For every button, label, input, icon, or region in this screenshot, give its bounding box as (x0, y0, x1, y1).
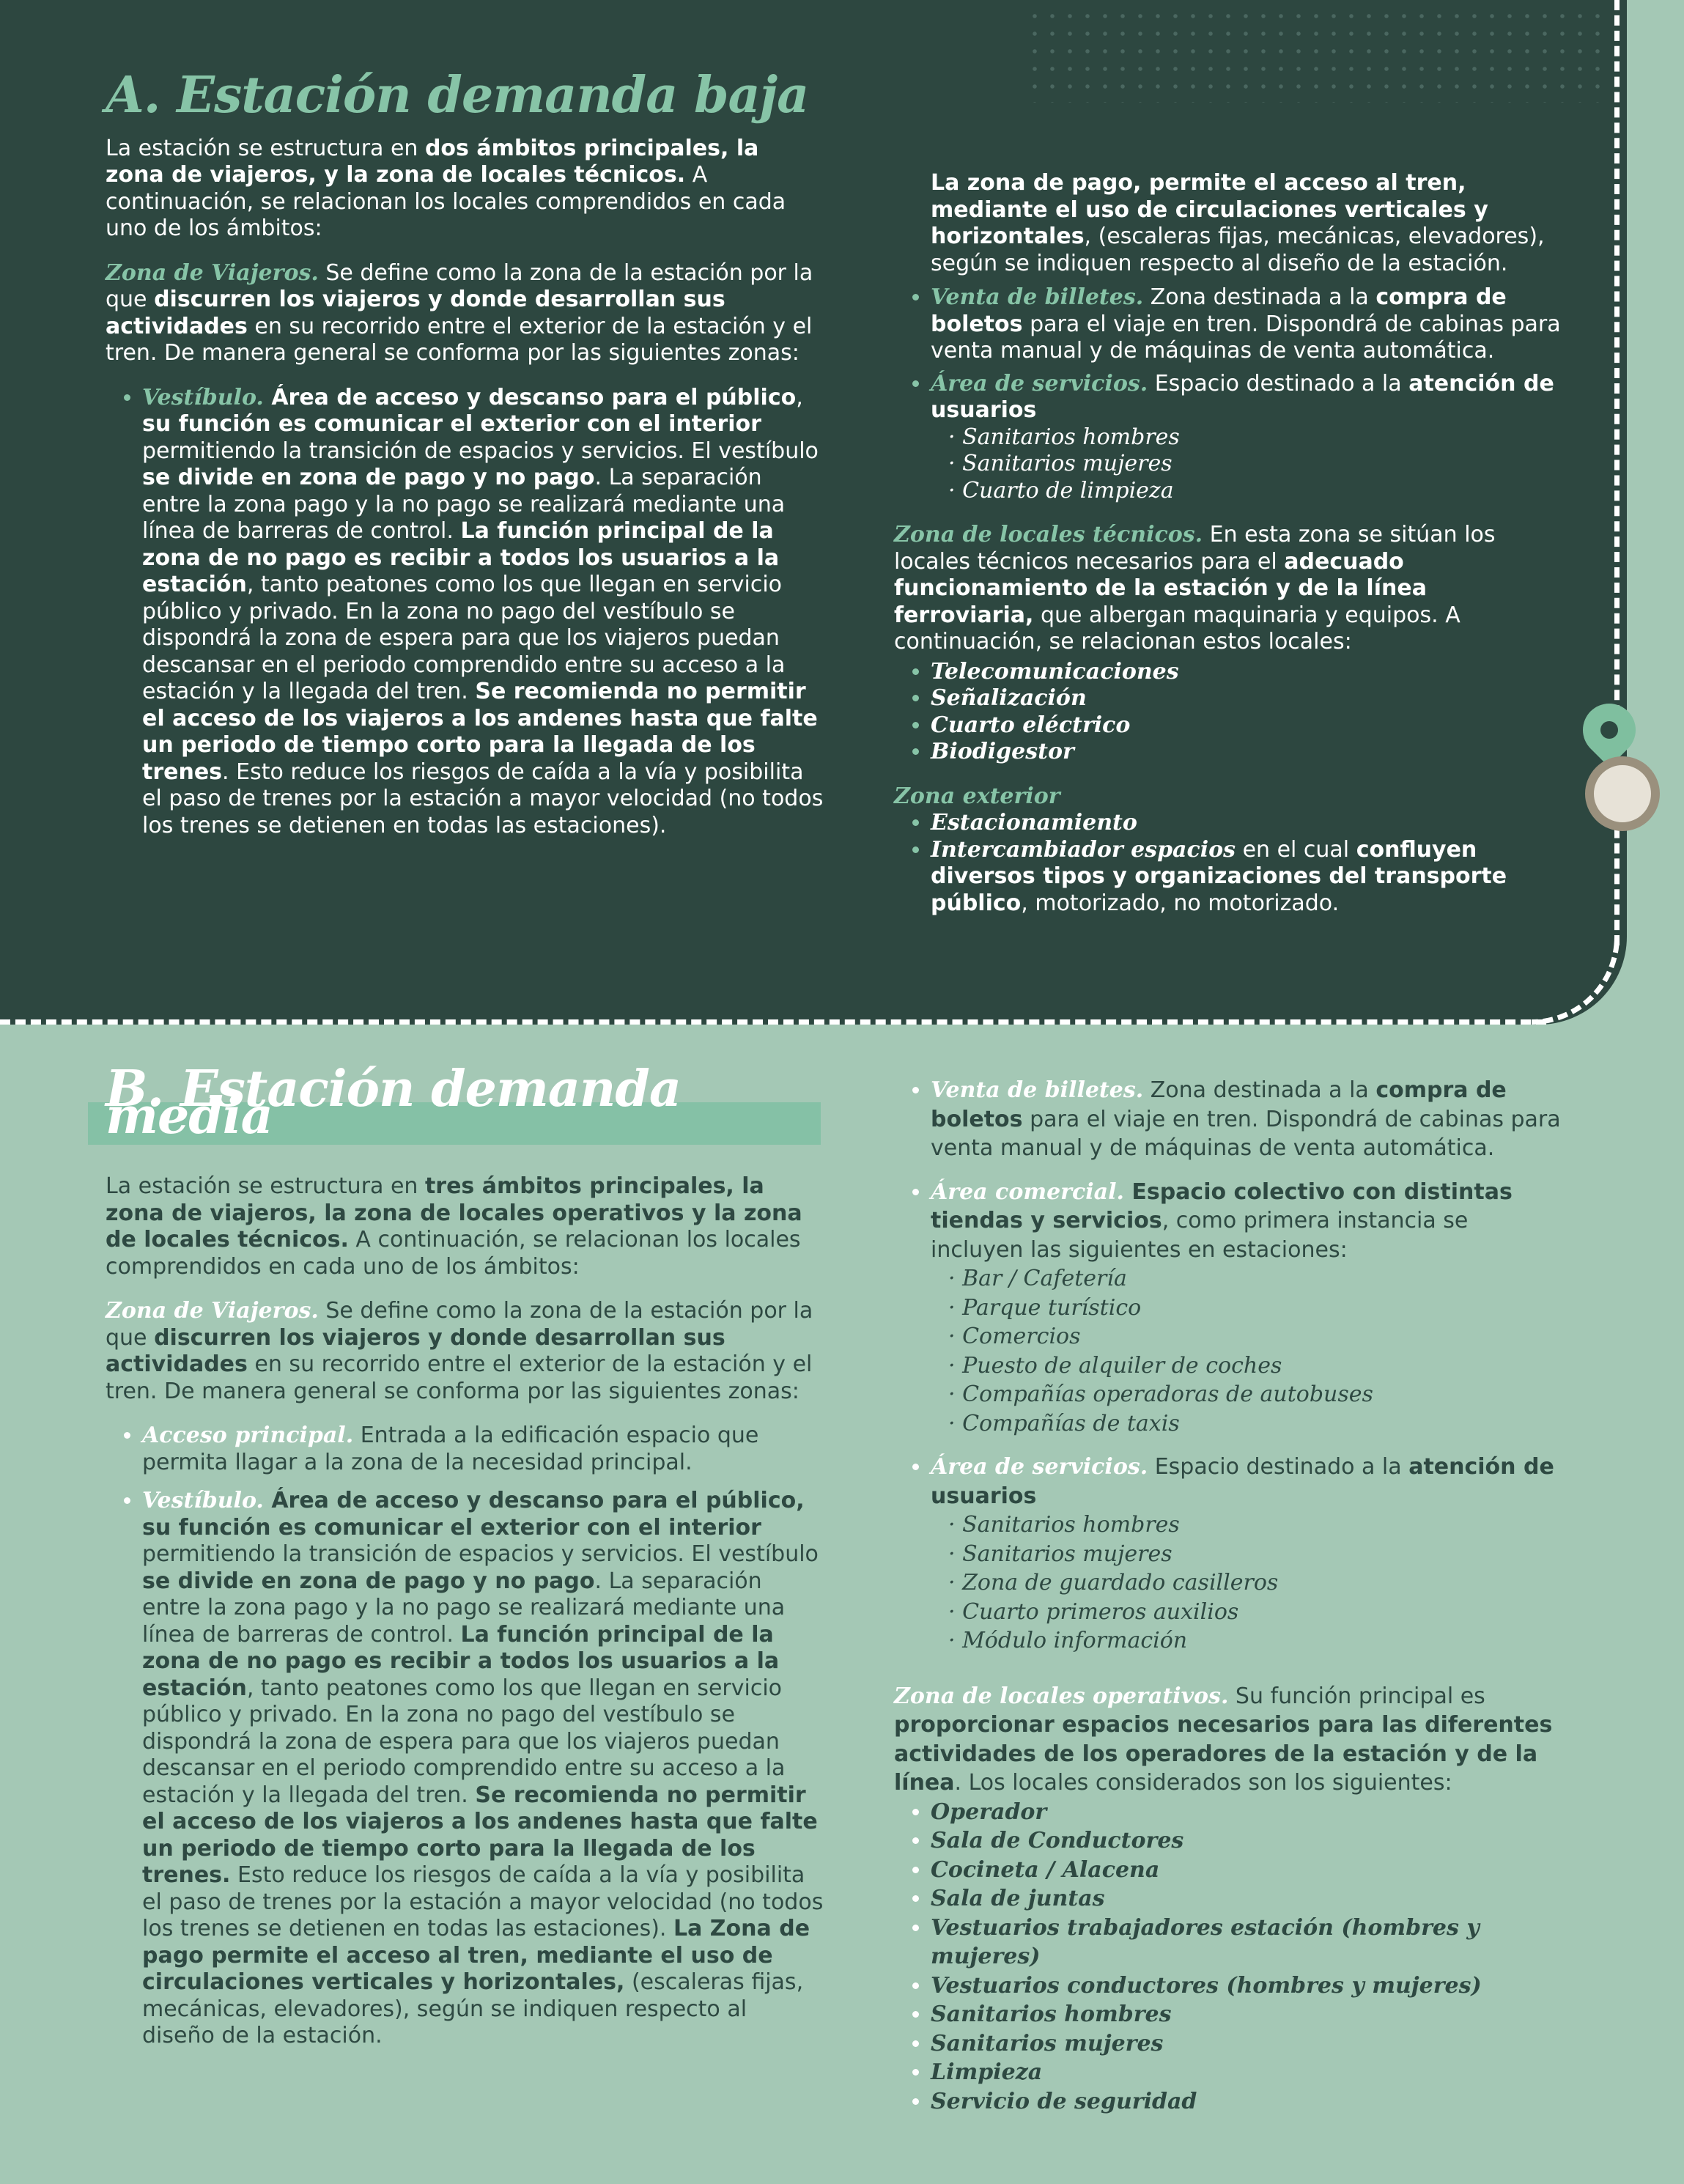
list-item: • Cocineta / Alacena (931, 1856, 1561, 1885)
list-item: • Sanitarios mujeres (931, 2029, 1561, 2059)
list-item: • Vestuarios trabajadores estación (hombres y mujeres) (931, 1914, 1561, 1971)
section-a-pago (894, 170, 1561, 277)
list-item: • Vestíbulo. Área de acceso y descanso para el público, su función es comunicar el exterior con el interior permitiendo la transición de espacios y servicios. El vestíbulo se divide en zona de pago y no pago. La separación entre la zona pago y la no pago se realizará mediante una línea de barreras de control. La función principal de la zona de no pago es recibir a todos los usuarios a la estación, tanto peatones como los que llegan en servicio público y privado. En la zona no pago del vestíbulo se dispondrá la zona de espera para que los viajeros puedan descansar en el periodo comprendido entre su acceso a la estación y la llegada del tren. Se recomienda no permitir el acceso de los viajeros a los andenes hasta que falte un periodo de tiempo corto para la llegada de los trenes. Esto reduce los riesgos de caída a la vía y posibilita el paso de trenes por la estación a mayor velocidad (no todos los trenes se detienen en todas las estaciones). La Zona de pago permite el acceso al tren, mediante el uso de circulaciones verticales y horizontales, (escaleras fijas, mecánicas, elevadores), según se indiquen respecto al diseño de la estación. (142, 1488, 824, 2050)
section-a-exterior-list (894, 810, 1561, 917)
section-a-zona-viajeros: Zona de Viajeros. Se define como la zona de la estación por la que discurren los viajeros y donde desarrollan sus actividades en su recorrido entre el exterior de la estación y el tren. De manera general se conforma por las siguientes zonas: (106, 259, 813, 366)
location-pin-base-icon (1585, 756, 1660, 831)
list-item: • Biodigestor (931, 739, 1561, 766)
section-a-title: A. Estación demanda baja (106, 66, 809, 125)
section-b-right-column (894, 1076, 1561, 2133)
list-item: • Servicio de seguridad (931, 2087, 1561, 2117)
list-item: · Comercios (948, 1322, 1561, 1351)
list-item: • Acceso principal. Entrada a la edificación espacio que permita llagar a la zona de la necesidad principal. (142, 1423, 824, 1476)
list-item: La zona de pago, permite el acceso al tren, mediante el uso de circulaciones verticales y horizontales, (escaleras fijas, mecánicas, elevadores), según se indiquen respecto al diseño de la estación. (931, 170, 1545, 276)
list-item: · Sanitarios mujeres (948, 451, 1561, 478)
list-item: · Cuarto primeros auxilios (948, 1598, 1561, 1627)
section-a-zones-list (106, 385, 824, 840)
section-a-left-column (106, 66, 824, 857)
list-item: • Vestíbulo. Área de acceso y descanso para el público, su función es comunicar el exterior con el interior permitiendo la transición de espacios y servicios. El vestíbulo se divide en zona de pago y no pago. La separación entre la zona pago y la no pago se realizará mediante una línea de barreras de control. La función principal de la zona de no pago es recibir a todos los usuarios a la estación, tanto peatones como los que llegan en servicio público y privado. En la zona no pago del vestíbulo se dispondrá la zona de espera para que los viajeros puedan descansar en el periodo comprendido entre su acceso a la estación y la llegada del tren. Se recomienda no permitir el acceso de los viajeros a los andenes hasta que falte un periodo de tiempo corto para la llegada de los trenes. Esto reduce los riesgos de caída a la vía y posibilita el paso de trenes por la estación a mayor velocidad (no todos los trenes se detienen en todas las estaciones). (142, 385, 824, 840)
list-item: · Parque turístico (948, 1294, 1561, 1323)
list-item: • Área comercial. Espacio colectivo con distintas tiendas y servicios, como primera instancia se incluyen las siguientes en estaciones: · Bar / Cafetería · Parque turístico · Comercios · Puesto de alquiler de coches · Compañías operadoras de autobuses · Compañías de taxis (931, 1178, 1561, 1439)
list-item: • Señalización (931, 685, 1561, 712)
section-b-zona-operativos: Zona de locales operativos. Su función principal es proporcionar espacios necesarios para las diferentes actividades de los operadores de la estación y de la línea. Los locales considerados son los siguientes: (894, 1683, 1553, 1796)
section-b-areas-list (894, 1076, 1561, 1656)
section-b-zones-list (106, 1423, 824, 2050)
section-b-intro: La estación se estructura en tres ámbitos principales, la zona de viajeros, la zona de locales operativos y la zona de locales técnicos. A continuación, se relacionan los locales comprendidos en cada uno de los ámbitos: (106, 1173, 802, 1280)
list-item: · Sanitarios hombres (948, 1510, 1561, 1540)
list-item: • Área de servicios. Espacio destinado a la atención de usuarios · Sanitarios hombres · Sanitarios mujeres · Cuarto de limpieza (931, 371, 1561, 505)
list-item: • Estacionamiento (931, 810, 1561, 837)
dashed-border-horizontal (0, 1019, 1546, 1025)
list-item: · Sanitarios mujeres (948, 1540, 1561, 1569)
list-item: • Área de servicios. Espacio destinado a la atención de usuarios · Sanitarios hombres · Sanitarios mujeres · Zona de guardado casilleros · Cuarto primeros auxilios · Módulo información (931, 1453, 1561, 1656)
list-item: • Sala de juntas (931, 1884, 1561, 1914)
list-item: • Telecomunicaciones (931, 659, 1561, 686)
list-item: · Sanitarios hombres (948, 424, 1561, 451)
list-item: · Módulo información (948, 1626, 1561, 1656)
list-item: · Compañías de taxis (948, 1409, 1561, 1439)
list-item: • Cuarto eléctrico (931, 712, 1561, 739)
list-item: • Vestuarios conductores (hombres y mujeres) (931, 1971, 1561, 2001)
section-a-services-sublist (931, 424, 1561, 505)
section-b-left-column (106, 1060, 824, 2067)
section-a-intro: La estación se estructura en dos ámbitos principales, la zona de viajeros, y la zona de locales técnicos. A continuación, se relacionan los locales comprendidos en cada uno de los ámbitos: (106, 135, 786, 241)
list-item: • Sala de Conductores (931, 1826, 1561, 1856)
section-a-right-column (894, 170, 1561, 934)
list-item: · Zona de guardado casilleros (948, 1568, 1561, 1598)
list-item: · Compañías operadoras de autobuses (948, 1380, 1561, 1409)
list-item: • Intercambiador espacios en el cual confluyen diversos tipos y organizaciones del transporte público, motorizado, no motorizado. (931, 837, 1561, 918)
list-item: • Venta de billetes. Zona destinada a la compra de boletos para el viaje en tren. Dispondrá de cabinas para venta manual y de máquinas de venta automática. (931, 1076, 1561, 1163)
dashed-border-corner (1532, 937, 1620, 1025)
list-item: • Venta de billetes. Zona destinada a la compra de boletos para el viaje en tren. Dispondrá de cabinas para venta manual y de máquinas de venta automática. (931, 284, 1561, 365)
list-item: • Operador (931, 1798, 1561, 1827)
section-a-tecnicos-list (894, 659, 1561, 766)
section-b-title: B. Estación demanda media (106, 1060, 681, 1146)
section-a-zona-tecnicos: Zona de locales técnicos. En esta zona se sitúan los locales técnicos necesarios para el adecuado funcionamiento de la estación y de la línea ferroviaria, que albergan maquinaria y equipos. A continuación, se relacionan estos locales: (894, 522, 1496, 654)
section-b-services-sublist (931, 1510, 1561, 1656)
section-b-comercial-sublist (931, 1264, 1561, 1438)
list-item: • Sanitarios hombres (931, 2000, 1561, 2029)
section-b-operativos-list (894, 1798, 1561, 2117)
list-item: · Puesto de alquiler de coches (948, 1351, 1561, 1381)
section-b-zona-viajeros: Zona de Viajeros. Se define como la zona de la estación por la que discurren los viajeros y donde desarrollan sus actividades en su recorrido entre el exterior de la estación y el tren. De manera general se conforma por las siguientes zonas: (106, 1298, 813, 1404)
list-item: · Cuarto de limpieza (948, 478, 1561, 505)
section-a-zona-exterior-title: Zona exterior (894, 783, 1060, 809)
dot-pattern (1026, 7, 1612, 103)
section-a-areas-list (894, 284, 1561, 504)
list-item: · Bar / Cafetería (948, 1264, 1561, 1294)
list-item: • Limpieza (931, 2058, 1561, 2087)
